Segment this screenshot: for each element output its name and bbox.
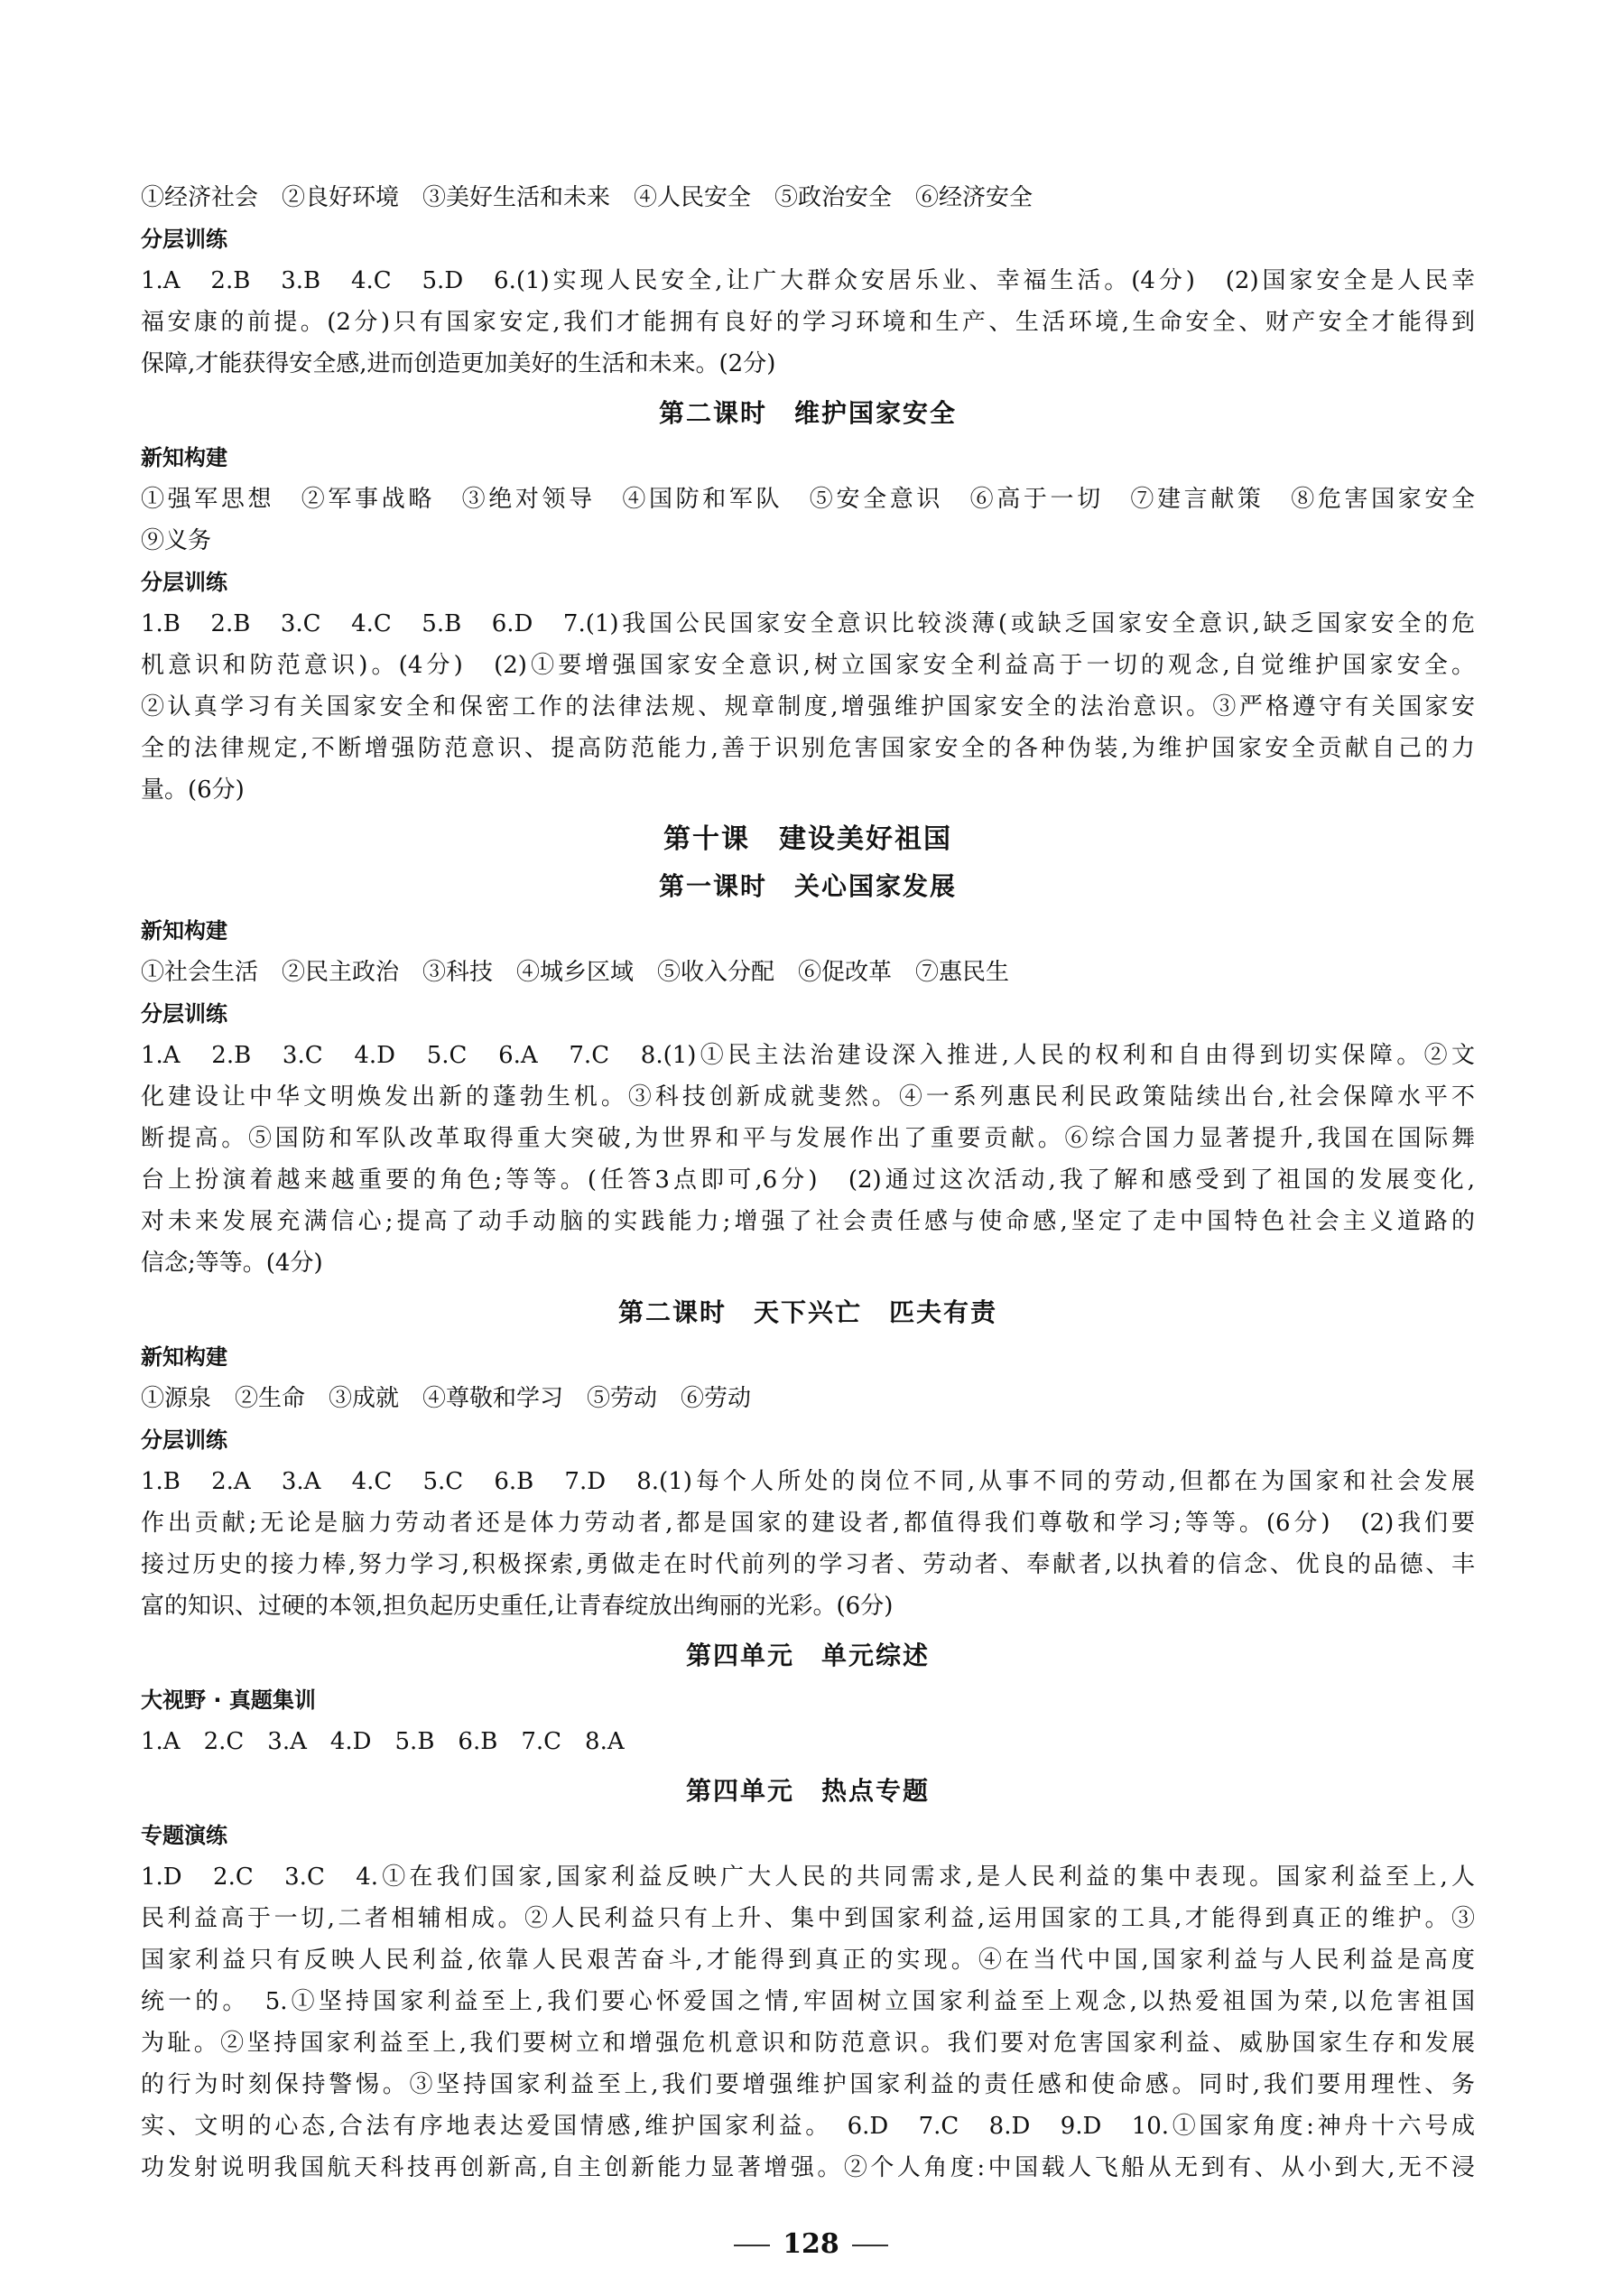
page-number: 128 xyxy=(783,2228,839,2260)
s6-line-2: 民利益高于一切,二者相辅相成。②人民利益只有上升、集中到国家利益,运用国家的工具,才能得到真正的维护。③ xyxy=(141,1905,1475,1932)
s2-line-3: ②认真学习有关国家安全和保密工作的法律法规、规章制度,增强维护国家安全的法治意识。③严格遵守有关国家安 xyxy=(141,693,1475,720)
s2-label-2: 分层训练 xyxy=(141,570,227,595)
footer-dash-right xyxy=(852,2245,888,2246)
s4-line-3: 接过历史的接力棒,努力学习,积极探索,勇做走在时代前列的学习者、劳动者、奉献者,以执着的信念、优良的品德、丰 xyxy=(141,1551,1475,1578)
s1-line-2: 福安康的前提。(2分)只有国家安定,我们才能拥有良好的学习环境和生产、生活环境,生命安全、财产安全才能得到 xyxy=(141,309,1475,336)
s4-label-1: 新知构建 xyxy=(141,1344,227,1370)
s3-line-1: 1.A 2.B 3.C 4.D 5.C 6.A 7.C 8.(1)①民主法治建设深入推进,人民的权利和自由得到切实保障。②文 xyxy=(141,1042,1475,1069)
s6-line-7: 实、文明的心态,合法有序地表达爱国情感,维护国家利益。 6.D 7.C 8.D 9.D 10.①国家角度:神舟十六号成 xyxy=(141,2113,1475,2140)
s2-items-2: ⑨义务 xyxy=(141,527,212,554)
s6-heading: 第四单元 热点专题 xyxy=(685,1776,930,1806)
s2-line-5: 量。(6分) xyxy=(141,776,245,804)
s2-line-2: 机意识和防范意识)。(4分) (2)①要增强国家安全意识,树立国家安全利益高于一切的观念,自觉维护国家安全。 xyxy=(141,652,1475,679)
s3-line-3: 断提高。⑤国防和军队改革取得重大突破,为世界和平与发展作出了重要贡献。⑥综合国力显著提升,我国在国际舞 xyxy=(141,1125,1475,1152)
s6-line-6: 的行为时刻保持警惕。③坚持国家利益至上,我们要增强维护国家利益的责任感和使命感。同时,我们要用理性、务 xyxy=(141,2071,1475,2098)
page-footer xyxy=(0,2228,1622,2260)
s6-line-4: 统一的。 5.①坚持国家利益至上,我们要心怀爱国之情,牢固树立国家利益至上观念,以热爱祖国为荣,以危害祖国 xyxy=(141,1988,1475,2015)
s3-label-1: 新知构建 xyxy=(141,918,227,943)
s3-heading: 第一课时 关心国家发展 xyxy=(658,871,957,901)
s2-line-4: 全的法律规定,不断增强防范意识、提高防范能力,善于识别危害国家安全的各种伪装,为维护国家安全贡献自己的力 xyxy=(141,735,1475,762)
s5-answers: 1.A 2.C 3.A 4.D 5.B 6.B 7.C 8.A xyxy=(141,1728,625,1755)
s1-items: ①经济社会 ②良好环境 ③美好生活和未来 ④人民安全 ⑤政治安全 ⑥经济安全 xyxy=(141,184,1033,211)
s2-label-1: 新知构建 xyxy=(141,445,227,470)
s3-heading-main: 第十课 建设美好祖国 xyxy=(663,823,952,855)
s1-label: 分层训练 xyxy=(141,227,227,252)
s4-heading: 第二课时 天下兴亡 匹夫有责 xyxy=(617,1297,997,1327)
s5-heading: 第四单元 单元综述 xyxy=(685,1641,930,1670)
s6-line-3: 国家利益只有反映人民利益,依靠人民艰苦奋斗,才能得到真正的实现。④在当代中国,国家利益与人民利益是高度 xyxy=(141,1947,1475,1974)
footer-dash-left xyxy=(734,2245,770,2246)
s3-items: ①社会生活 ②民主政治 ③科技 ④城乡区域 ⑤收入分配 ⑥促改革 ⑦惠民生 xyxy=(141,959,1010,986)
s3-line-5: 对未来发展充满信心;提高了动手动脑的实践能力;增强了社会责任感与使命感,坚定了走中国特色社会主义道路的 xyxy=(141,1208,1475,1235)
s1-line-3: 保障,才能获得安全感,进而创造更加美好的生活和未来。(2分) xyxy=(141,350,776,377)
s2-line-1: 1.B 2.B 3.C 4.C 5.B 6.D 7.(1)我国公民国家安全意识比较淡薄(或缺乏国家安全意识,缺乏国家安全的危 xyxy=(141,610,1475,637)
answer-page xyxy=(141,177,1475,2189)
s1-line-1: 1.A 2.B 3.B 4.C 5.D 6.(1)实现人民安全,让广大群众安居乐业、幸福生活。(4分) (2)国家安全是人民幸 xyxy=(141,267,1475,294)
s6-line-8: 功发射说明我国航天科技再创新高,自主创新能力显著增强。②个人角度:中国载人飞船从无到有、从小到大,无不浸 xyxy=(141,2154,1475,2181)
s6-label: 专题演练 xyxy=(141,1823,227,1848)
s6-line-1: 1.D 2.C 3.C 4.①在我们国家,国家利益反映广大人民的共同需求,是人民利益的集中表现。国家利益至上,人 xyxy=(141,1864,1475,1891)
s2-heading: 第二课时 维护国家安全 xyxy=(658,398,957,428)
s3-line-4: 台上扮演着越来越重要的角色;等等。(任答3点即可,6分) (2)通过这次活动,我了解和感受到了祖国的发展变化, xyxy=(141,1167,1475,1194)
s4-items: ①源泉 ②生命 ③成就 ④尊敬和学习 ⑤劳动 ⑥劳动 xyxy=(141,1385,752,1412)
s3-line-6: 信念;等等。(4分) xyxy=(141,1250,323,1277)
s3-label-2: 分层训练 xyxy=(141,1001,227,1027)
s6-line-5: 为耻。②坚持国家利益至上,我们要树立和增强危机意识和防范意识。我们要对危害国家利益、威胁国家生存和发展 xyxy=(141,2030,1475,2057)
s5-label: 大视野 · 真题集训 xyxy=(141,1687,316,1713)
s2-items-1: ①强军思想 ②军事战略 ③绝对领导 ④国防和军队 ⑤安全意识 ⑥高于一切 ⑦建言献策 ⑧危害国家安全 xyxy=(141,486,1475,513)
s4-label-2: 分层训练 xyxy=(141,1427,227,1453)
s3-line-2: 化建设让中华文明焕发出新的蓬勃生机。③科技创新成就斐然。④一系列惠民利民政策陆续出台,社会保障水平不 xyxy=(141,1083,1475,1111)
s4-line-1: 1.B 2.A 3.A 4.C 5.C 6.B 7.D 8.(1)每个人所处的岗位不同,从事不同的劳动,但都在为国家和社会发展 xyxy=(141,1468,1475,1495)
s4-line-4: 富的知识、过硬的本领,担负起历史重任,让青春绽放出绚丽的光彩。(6分) xyxy=(141,1593,894,1620)
s4-line-2: 作出贡献;无论是脑力劳动者还是体力劳动者,都是国家的建设者,都值得我们尊敬和学习;等等。(6分) (2)我们要 xyxy=(141,1510,1475,1537)
